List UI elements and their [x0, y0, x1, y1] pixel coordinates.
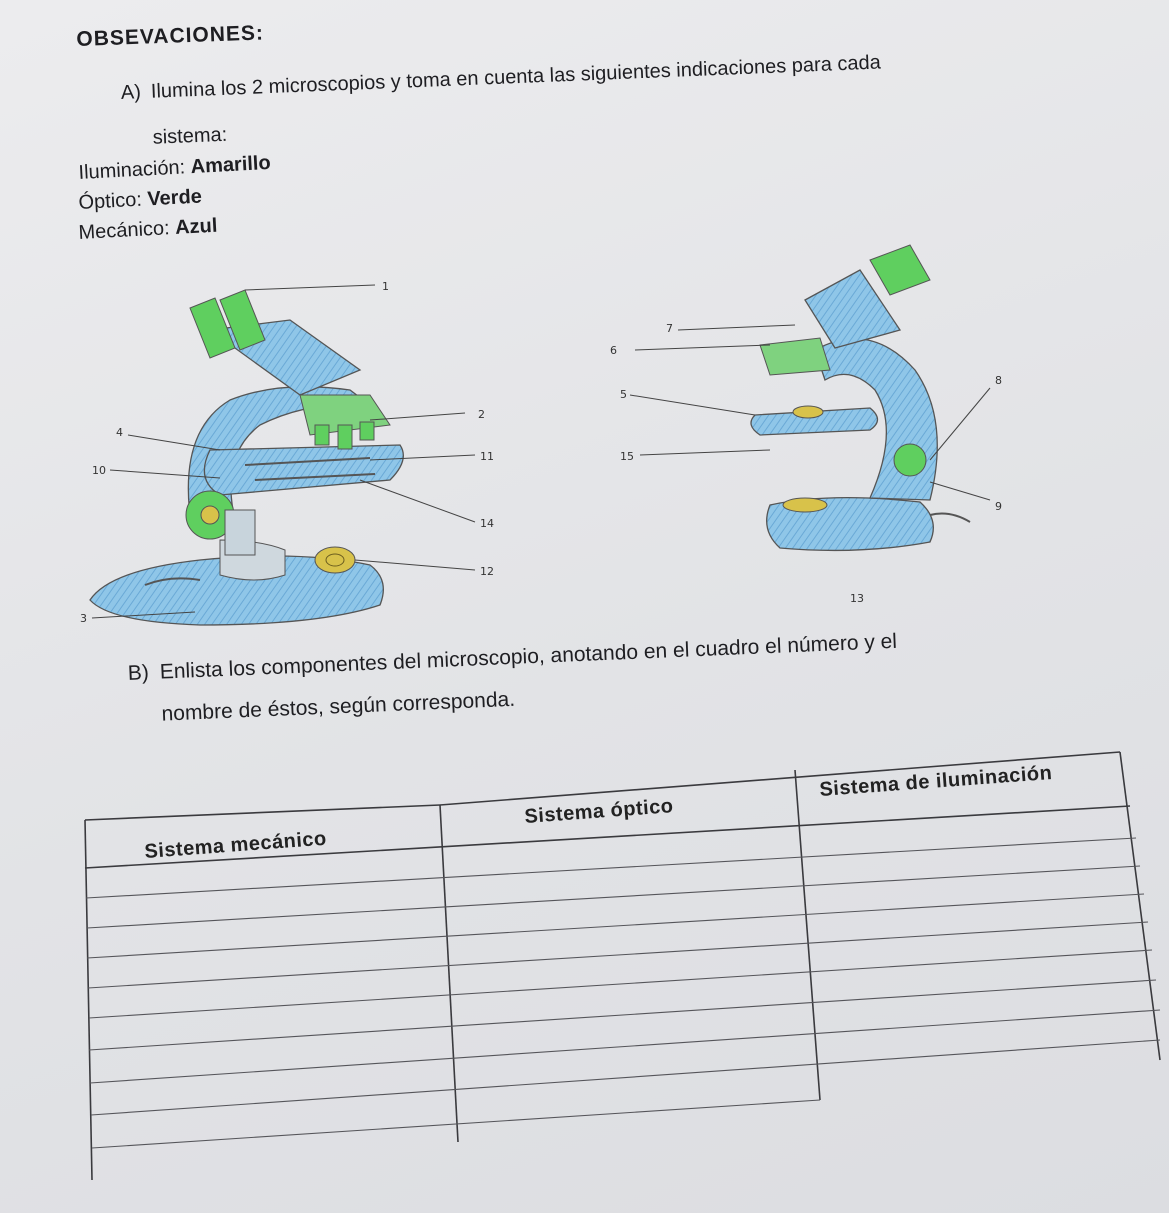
- instruction-a-line2: sistema:: [152, 123, 228, 149]
- label-1: 1: [382, 280, 389, 293]
- legend-label: Mecánico:: [78, 217, 171, 244]
- label-10: 10: [92, 464, 106, 477]
- legend-label: Iluminación:: [78, 156, 186, 184]
- instruction-a-index: A): [120, 81, 142, 104]
- table-border: [85, 820, 92, 1180]
- legend-value: Verde: [146, 185, 203, 211]
- table-row: [87, 894, 1144, 958]
- label-2: 2: [478, 408, 485, 421]
- label-5: 5: [620, 388, 627, 401]
- label-8: 8: [995, 374, 1002, 387]
- table-row: [89, 950, 1152, 1018]
- label-12: 12: [480, 565, 494, 578]
- table-row: [88, 922, 1148, 988]
- label-11: 11: [480, 450, 494, 463]
- page-heading: OBSEVACIONES:: [76, 21, 265, 51]
- instruction-b-index: B): [127, 661, 150, 685]
- table-column-divider: [440, 805, 458, 1142]
- instruction-b-line1: Enlista los componentes del microscopio, anotando en el cuadro el número y el: [159, 629, 898, 684]
- header-illumination: Sistema de iluminación: [818, 761, 1054, 801]
- header-mechanical: Sistema mecánico: [143, 827, 328, 863]
- label-7: 7: [666, 322, 673, 335]
- table-border: [1120, 752, 1160, 1060]
- instruction-b-line2: nombre de éstos, según corresponda.: [161, 687, 516, 726]
- table-rows: [86, 838, 1160, 1148]
- legend-value: Azul: [174, 214, 218, 239]
- label-15: 15: [620, 450, 634, 463]
- label-4: 4: [116, 426, 123, 439]
- label-6: 6: [610, 344, 617, 357]
- table-row: [87, 866, 1140, 928]
- legend-label: Óptico:: [78, 188, 143, 214]
- instruction-a-line1: Ilumina los 2 microscopios y toma en cuenta las siguientes indicaciones para cada: [150, 51, 882, 103]
- table-row: [91, 1040, 1160, 1115]
- label-9: 9: [995, 500, 1002, 513]
- label-3: 3: [80, 612, 87, 625]
- table-row: [90, 1010, 1160, 1083]
- table-row: [89, 980, 1156, 1050]
- legend-value: Amarillo: [190, 151, 272, 179]
- label-14: 14: [480, 517, 494, 530]
- table-column-divider: [795, 770, 820, 1100]
- label-13: 13: [850, 592, 864, 605]
- header-optical: Sistema óptico: [523, 795, 675, 828]
- table-border: [85, 805, 440, 820]
